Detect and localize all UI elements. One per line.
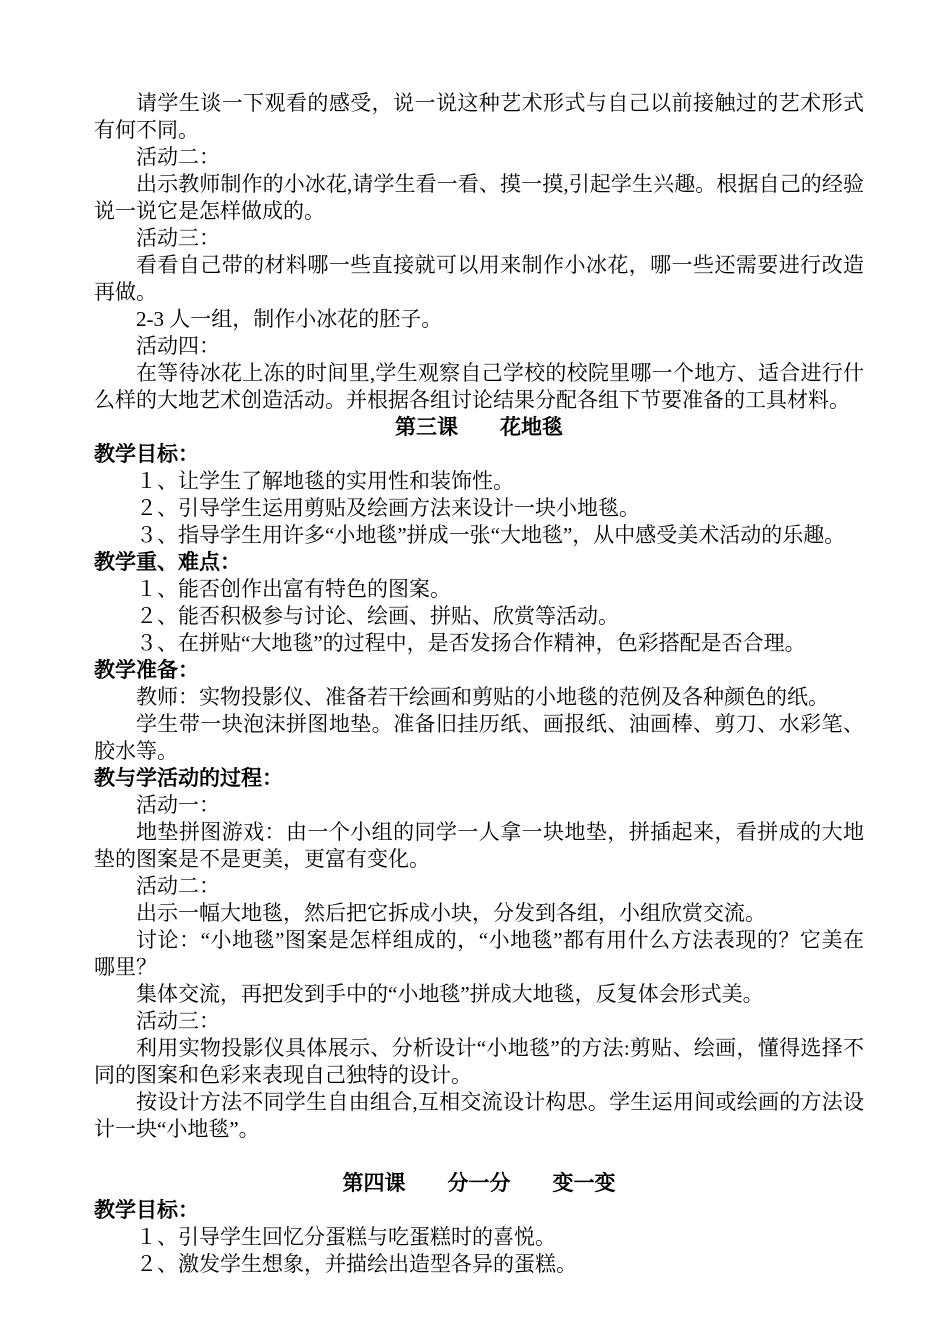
section-heading: 教学重、难点： (94, 550, 241, 574)
paragraph: 出示教师制作的小冰花,请学生看一看、摸一摸,引起学生兴趣。根据自己的经验说一说它是怎样做成的。 (94, 172, 864, 223)
paragraph: ３、在拼贴“大地毯”的过程中，是否发扬合作精神，色彩搭配是否合理。 (136, 631, 806, 655)
paragraph: １、能否创作出富有特色的图案。 (136, 577, 451, 601)
paragraph: １、引导学生回忆分蛋糕与吃蛋糕时的喜悦。 (136, 1225, 556, 1249)
paragraph: ２、激发学生想象，并描绘出造型各异的蛋糕。 (136, 1252, 577, 1276)
section-heading: 教与学活动的过程： (94, 766, 283, 790)
document-body (94, 90, 864, 1278)
paragraph: １、让学生了解地毯的实用性和装饰性。 (136, 469, 514, 493)
paragraph: 利用实物投影仪具体展示、分析设计“小地毯”的方法:剪贴、绘画，懂得选择不同的图案和色彩来表现自己独特的设计。 (94, 1036, 864, 1087)
paragraph: 教师：实物投影仪、准备若干绘画和剪贴的小地毯的范例及各种颜色的纸。 (136, 685, 829, 709)
paragraph: 活动二： (136, 874, 220, 898)
section-heading: 教学目标： (94, 1198, 199, 1222)
paragraph: 2-3 人一组，制作小冰花的胚子。 (136, 307, 443, 331)
paragraph: 学生带一块泡沫拼图地垫。准备旧挂历纸、画报纸、油画棒、剪刀、水彩笔、胶水等。 (94, 712, 864, 763)
lesson-title: 第三课 花地毯 (395, 415, 563, 439)
paragraph: 在等待冰花上冻的时间里,学生观察自己学校的校院里哪一个地方、适合进行什么样的大地艺术创造活动。并根据各组讨论结果分配各组下节要准备的工具材料。 (94, 361, 864, 412)
section-heading: 教学准备： (94, 658, 199, 682)
spacer (94, 1143, 864, 1170)
paragraph: 活动四： (136, 334, 220, 358)
paragraph: 请学生谈一下观看的感受，说一说这种艺术形式与自己以前接触过的艺术形式有何不同。 (94, 91, 864, 142)
paragraph: 出示一幅大地毯，然后把它拆成小块，分发到各组，小组欣赏交流。 (136, 901, 766, 925)
lesson-title: 第四课 分一分 变一变 (342, 1171, 616, 1195)
section-heading: 教学目标： (94, 442, 199, 466)
paragraph: 地垫拼图游戏：由一个小组的同学一人拿一块地垫，拼插起来，看拼成的大地垫的图案是不是更美，更富有变化。 (94, 820, 864, 871)
paragraph: 活动二： (136, 145, 220, 169)
paragraph: ２、能否积极参与讨论、绘画、拼贴、欣赏等活动。 (136, 604, 619, 628)
paragraph: 按设计方法不同学生自由组合,互相交流设计构思。学生运用间或绘画的方法设计一块“小地毯”。 (94, 1090, 864, 1141)
paragraph: 集体交流，再把发到手中的“小地毯”拼成大地毯，反复体会形式美。 (136, 982, 764, 1006)
paragraph: 活动三： (136, 226, 220, 250)
paragraph: 活动一： (136, 793, 220, 817)
paragraph: 看看自己带的材料哪一些直接就可以用来制作小冰花，哪一些还需要进行改造再做。 (94, 253, 864, 304)
paragraph: ２、引导学生运用剪贴及绘画方法来设计一块小地毯。 (136, 496, 640, 520)
paragraph: ３、指导学生用许多“小地毯”拼成一张“大地毯”，从中感受美术活动的乐趣。 (136, 523, 846, 547)
paragraph: 讨论：“小地毯”图案是怎样组成的，“小地毯”都有用什么方法表现的？它美在哪里？ (94, 928, 864, 979)
paragraph: 活动三： (136, 1009, 220, 1033)
